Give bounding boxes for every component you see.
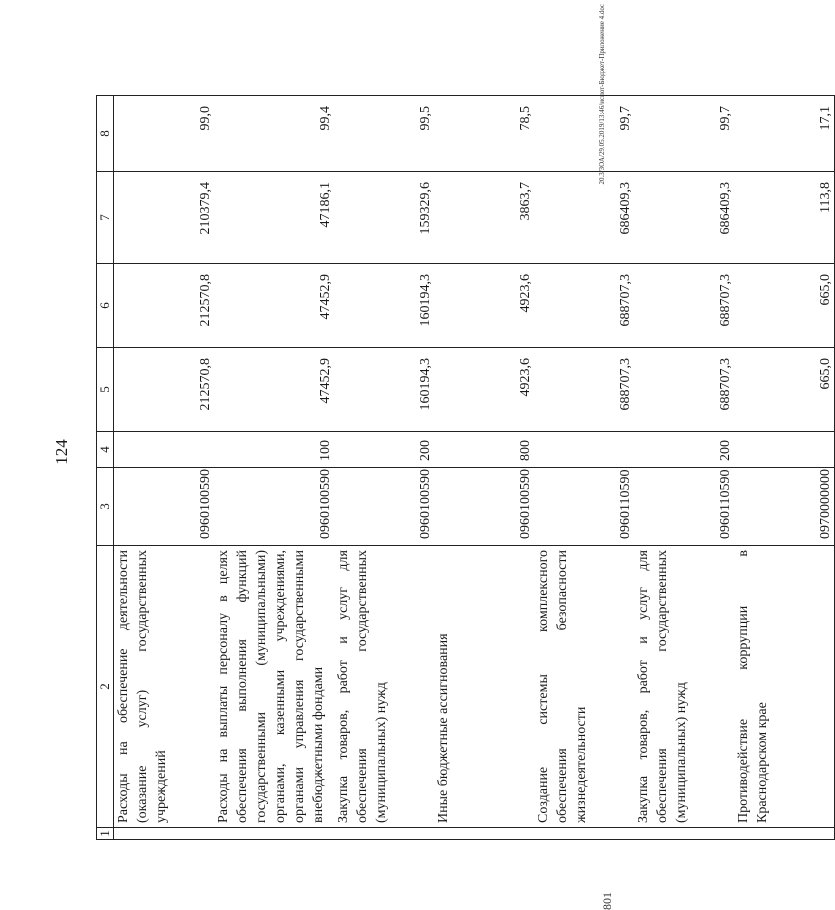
row-index-cell — [214, 828, 334, 840]
header-col-3: 3 — [97, 468, 114, 546]
table-row — [434, 96, 534, 840]
header-col-7: 7 — [97, 172, 114, 264]
row-name: Противодействие коррупции в Краснодарском крае — [734, 546, 835, 828]
row-name: Расходы на обеспечение деятельности (оказание услуг) государственных учреждений — [114, 546, 215, 828]
footer-file-path: 20.3/ЗОА/29.05.2019/13:46/испот-Бюджет-Приложение 4.doc — [598, 4, 606, 185]
row-value-5: 4923,6 — [434, 348, 534, 432]
row-value-8: 99,4 — [214, 96, 334, 172]
row-name: Закупка товаров, работ и услуг для обеспечения государственных (муниципальных) нужд — [334, 546, 434, 828]
table-row — [734, 96, 835, 840]
row-vr: 800 — [434, 432, 534, 468]
row-value-5: 160194,3 — [334, 348, 434, 432]
corner-page-mark: 801 — [600, 892, 614, 910]
header-col-5: 5 — [97, 348, 114, 432]
header-col-6: 6 — [97, 264, 114, 348]
row-code: 0970000000 — [734, 468, 835, 546]
row-value-5: 665,0 — [734, 348, 835, 432]
table-header-row — [97, 96, 114, 840]
table-row — [534, 96, 634, 840]
row-value-7: 686409,3 — [534, 172, 634, 264]
row-code: 0960100590 — [434, 468, 534, 546]
row-value-6: 47452,9 — [214, 264, 334, 348]
row-vr: 100 — [214, 432, 334, 468]
row-value-7: 3863,7 — [434, 172, 534, 264]
row-value-8: 99,7 — [634, 96, 734, 172]
row-code: 0960110590 — [534, 468, 634, 546]
row-value-6: 688707,3 — [534, 264, 634, 348]
row-code: 0960100590 — [214, 468, 334, 546]
row-value-7: 159329,6 — [334, 172, 434, 264]
row-value-8: 17,1 — [734, 96, 835, 172]
row-code: 0960100590 — [334, 468, 434, 546]
row-value-5: 47452,9 — [214, 348, 334, 432]
row-code: 0960100590 — [114, 468, 215, 546]
table-row — [334, 96, 434, 840]
page-number: 124 — [52, 439, 71, 465]
row-index-cell — [534, 828, 634, 840]
table-row — [214, 96, 334, 840]
table-row — [114, 96, 215, 840]
row-name: Расходы на выплаты персоналу в целях обеспечения выполнения функций государственными (муниципальными) органами, казенными учреждениями, органами управления государственными внебюджетными фондами — [214, 546, 334, 828]
row-name: Создание системы комплексного обеспечения безопасности жизнедеятельности — [534, 546, 634, 828]
row-name: Закупка товаров, работ и услуг для обеспечения государственных (муниципальных) нужд — [634, 546, 734, 828]
row-value-5: 688707,3 — [534, 348, 634, 432]
header-col-4: 4 — [97, 432, 114, 468]
row-vr: 200 — [634, 432, 734, 468]
row-value-5: 212570,8 — [114, 348, 215, 432]
row-value-7: 47186,1 — [214, 172, 334, 264]
row-value-6: 665,0 — [734, 264, 835, 348]
row-code: 0960110590 — [634, 468, 734, 546]
row-index-cell — [434, 828, 534, 840]
row-value-8: 99,5 — [334, 96, 434, 172]
row-index-cell — [634, 828, 734, 840]
table-row — [634, 96, 734, 840]
row-value-7: 686409,3 — [634, 172, 734, 264]
row-name: Иные бюджетные ассигнования — [434, 546, 534, 828]
row-value-6: 212570,8 — [114, 264, 215, 348]
row-index-cell — [114, 828, 215, 840]
header-col-1: 1 — [97, 828, 114, 840]
row-value-8: 99,7 — [534, 96, 634, 172]
row-index-cell — [334, 828, 434, 840]
budget-table — [96, 95, 835, 840]
row-vr — [534, 432, 634, 468]
row-vr — [734, 432, 835, 468]
row-vr — [114, 432, 215, 468]
row-index-cell — [734, 828, 835, 840]
row-value-7: 113,8 — [734, 172, 835, 264]
row-value-8: 78,5 — [434, 96, 534, 172]
row-value-5: 688707,3 — [634, 348, 734, 432]
row-value-8: 99,0 — [114, 96, 215, 172]
row-value-6: 688707,3 — [634, 264, 734, 348]
row-vr: 200 — [334, 432, 434, 468]
row-value-6: 4923,6 — [434, 264, 534, 348]
header-col-8: 8 — [97, 96, 114, 172]
row-value-7: 210379,4 — [114, 172, 215, 264]
header-col-2: 2 — [97, 546, 114, 828]
row-value-6: 160194,3 — [334, 264, 434, 348]
